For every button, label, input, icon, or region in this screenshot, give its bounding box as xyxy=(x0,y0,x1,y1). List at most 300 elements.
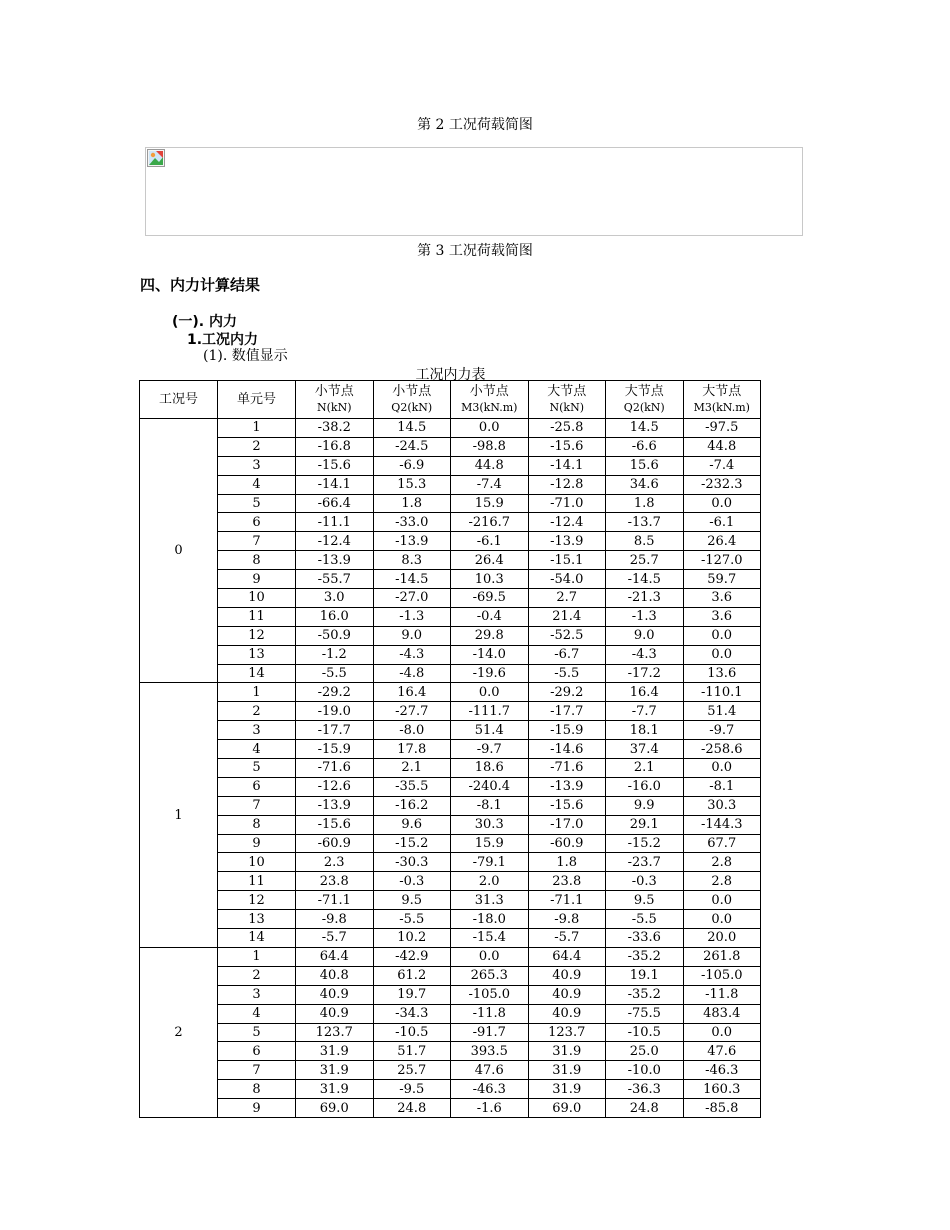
force-value-cell: -105.0 xyxy=(683,966,761,985)
header-small-q: 小节点 Q2(kN) xyxy=(373,381,451,419)
force-value-cell: -46.3 xyxy=(451,1080,529,1099)
force-value-cell: 34.6 xyxy=(606,475,684,494)
force-value-cell: -35.5 xyxy=(373,777,451,796)
force-value-cell: -60.9 xyxy=(528,834,606,853)
force-value-cell: 0.0 xyxy=(683,891,761,910)
header-small-n: 小节点 N(kN) xyxy=(296,381,374,419)
force-value-cell: -18.0 xyxy=(451,910,529,929)
force-value-cell: -16.2 xyxy=(373,796,451,815)
force-value-cell: -8.0 xyxy=(373,721,451,740)
element-number-cell: 11 xyxy=(218,872,296,891)
force-value-cell: 1.8 xyxy=(373,494,451,513)
force-value-cell: 9.0 xyxy=(606,626,684,645)
element-number-cell: 7 xyxy=(218,1061,296,1080)
force-value-cell: -34.3 xyxy=(373,1004,451,1023)
force-value-cell: 3.6 xyxy=(683,589,761,608)
force-value-cell: -7.4 xyxy=(683,456,761,475)
force-value-cell: 23.8 xyxy=(296,872,374,891)
force-value-cell: -52.5 xyxy=(528,626,606,645)
force-value-cell: 44.8 xyxy=(683,437,761,456)
force-value-cell: 31.9 xyxy=(528,1042,606,1061)
force-value-cell: 9.6 xyxy=(373,815,451,834)
force-value-cell: 24.8 xyxy=(606,1099,684,1118)
header-element: 单元号 xyxy=(218,381,296,419)
force-value-cell: 19.7 xyxy=(373,985,451,1004)
force-value-cell: 31.9 xyxy=(296,1061,374,1080)
force-value-cell: 51.4 xyxy=(451,721,529,740)
force-value-cell: -69.5 xyxy=(451,589,529,608)
table-title: 工况内力表 xyxy=(415,367,486,383)
force-value-cell: 31.9 xyxy=(296,1080,374,1099)
table-row xyxy=(140,891,761,910)
table-row xyxy=(140,910,761,929)
force-value-cell: -13.9 xyxy=(296,796,374,815)
force-value-cell: 0.0 xyxy=(683,910,761,929)
table-row xyxy=(140,1061,761,1080)
element-number-cell: 9 xyxy=(218,1099,296,1118)
force-value-cell: -5.5 xyxy=(296,664,374,683)
force-value-cell: -240.4 xyxy=(451,777,529,796)
force-value-cell: -0.3 xyxy=(606,872,684,891)
element-number-cell: 7 xyxy=(218,796,296,815)
force-value-cell: 10.3 xyxy=(451,570,529,589)
force-value-cell: 31.9 xyxy=(296,1042,374,1061)
force-value-cell: -42.9 xyxy=(373,947,451,966)
subsubsection-heading: 1.工况内力 xyxy=(187,332,259,348)
force-value-cell: -13.9 xyxy=(373,532,451,551)
force-value-cell: 9.0 xyxy=(373,626,451,645)
force-value-cell: -5.7 xyxy=(528,929,606,948)
force-value-cell: -35.2 xyxy=(606,947,684,966)
force-value-cell: 0.0 xyxy=(451,683,529,702)
force-value-cell: -10.5 xyxy=(606,1023,684,1042)
force-value-cell: -19.0 xyxy=(296,702,374,721)
force-value-cell: -23.7 xyxy=(606,853,684,872)
case-number-cell: 1 xyxy=(140,683,218,947)
figure-caption-2: 第 2 工况荷载简图 xyxy=(417,117,533,133)
force-value-cell: -60.9 xyxy=(296,834,374,853)
force-value-cell: -71.0 xyxy=(528,494,606,513)
force-value-cell: -71.6 xyxy=(296,759,374,778)
force-value-cell: 64.4 xyxy=(296,947,374,966)
element-number-cell: 1 xyxy=(218,683,296,702)
force-value-cell: 40.9 xyxy=(528,985,606,1004)
element-number-cell: 10 xyxy=(218,589,296,608)
force-value-cell: 40.9 xyxy=(296,985,374,1004)
force-value-cell: -10.0 xyxy=(606,1061,684,1080)
force-value-cell: -46.3 xyxy=(683,1061,761,1080)
force-value-cell: 3.6 xyxy=(683,607,761,626)
force-value-cell: 23.8 xyxy=(528,872,606,891)
table-row xyxy=(140,759,761,778)
force-value-cell: -71.1 xyxy=(296,891,374,910)
force-value-cell: -7.7 xyxy=(606,702,684,721)
force-value-cell: -38.2 xyxy=(296,419,374,438)
header-small-m: 小节点 M3(kN.m) xyxy=(451,381,529,419)
header-big-m: 大节点 M3(kN.m) xyxy=(683,381,761,419)
header-case: 工况号 xyxy=(140,381,218,419)
table-row xyxy=(140,607,761,626)
force-value-cell: 61.2 xyxy=(373,966,451,985)
force-value-cell: 0.0 xyxy=(683,626,761,645)
force-value-cell: -127.0 xyxy=(683,551,761,570)
force-value-cell: 19.1 xyxy=(606,966,684,985)
table-row xyxy=(140,1080,761,1099)
force-value-cell: -7.4 xyxy=(451,475,529,494)
table-row xyxy=(140,1042,761,1061)
force-value-cell: 9.5 xyxy=(373,891,451,910)
force-value-cell: -15.4 xyxy=(451,929,529,948)
element-number-cell: 12 xyxy=(218,626,296,645)
force-value-cell: -9.8 xyxy=(528,910,606,929)
force-value-cell: -5.5 xyxy=(528,664,606,683)
force-value-cell: -55.7 xyxy=(296,570,374,589)
force-value-cell: -232.3 xyxy=(683,475,761,494)
force-value-cell: 26.4 xyxy=(451,551,529,570)
table-row xyxy=(140,532,761,551)
force-value-cell: -258.6 xyxy=(683,740,761,759)
force-value-cell: 9.9 xyxy=(606,796,684,815)
element-number-cell: 6 xyxy=(218,1042,296,1061)
table-row xyxy=(140,626,761,645)
force-value-cell: 59.7 xyxy=(683,570,761,589)
force-value-cell: 51.4 xyxy=(683,702,761,721)
force-value-cell: 0.0 xyxy=(451,419,529,438)
force-value-cell: -216.7 xyxy=(451,513,529,532)
force-value-cell: -15.2 xyxy=(606,834,684,853)
element-number-cell: 11 xyxy=(218,607,296,626)
force-value-cell: -15.9 xyxy=(296,740,374,759)
element-number-cell: 7 xyxy=(218,532,296,551)
force-value-cell: -11.8 xyxy=(683,985,761,1004)
force-value-cell: 2.7 xyxy=(528,589,606,608)
force-value-cell: 2.8 xyxy=(683,853,761,872)
force-value-cell: 30.3 xyxy=(451,815,529,834)
force-value-cell: 18.1 xyxy=(606,721,684,740)
force-value-cell: 29.8 xyxy=(451,626,529,645)
element-number-cell: 8 xyxy=(218,815,296,834)
table-row xyxy=(140,929,761,948)
force-value-cell: -79.1 xyxy=(451,853,529,872)
table-row xyxy=(140,437,761,456)
force-value-cell: 123.7 xyxy=(296,1023,374,1042)
force-value-cell: 10.2 xyxy=(373,929,451,948)
force-value-cell: 67.7 xyxy=(683,834,761,853)
force-value-cell: -15.6 xyxy=(296,456,374,475)
force-value-cell: 25.0 xyxy=(606,1042,684,1061)
force-value-cell: -91.7 xyxy=(451,1023,529,1042)
table-row xyxy=(140,1099,761,1118)
force-value-cell: -6.1 xyxy=(683,513,761,532)
force-value-cell: -15.6 xyxy=(528,796,606,815)
table-row xyxy=(140,853,761,872)
force-value-cell: 261.8 xyxy=(683,947,761,966)
force-value-cell: 265.3 xyxy=(451,966,529,985)
element-number-cell: 3 xyxy=(218,456,296,475)
force-value-cell: -111.7 xyxy=(451,702,529,721)
force-value-cell: -1.3 xyxy=(373,607,451,626)
force-value-cell: -5.5 xyxy=(373,910,451,929)
display-mode-heading: (1). 数值显示 xyxy=(203,348,288,364)
internal-force-table xyxy=(139,380,761,1118)
force-value-cell: -75.5 xyxy=(606,1004,684,1023)
force-value-cell: 3.0 xyxy=(296,589,374,608)
load-diagram-image xyxy=(145,147,803,236)
force-value-cell: 16.0 xyxy=(296,607,374,626)
table-row xyxy=(140,1004,761,1023)
force-value-cell: -17.2 xyxy=(606,664,684,683)
force-value-cell: -27.0 xyxy=(373,589,451,608)
table-row xyxy=(140,419,761,438)
force-value-cell: -14.1 xyxy=(296,475,374,494)
force-value-cell: -16.0 xyxy=(606,777,684,796)
header-big-n: 大节点 N(kN) xyxy=(528,381,606,419)
force-value-cell: 0.0 xyxy=(683,759,761,778)
case-number-cell: 2 xyxy=(140,947,218,1117)
force-value-cell: -17.7 xyxy=(528,702,606,721)
force-value-cell: 160.3 xyxy=(683,1080,761,1099)
force-value-cell: 31.3 xyxy=(451,891,529,910)
force-value-cell: 393.5 xyxy=(451,1042,529,1061)
force-value-cell: 2.3 xyxy=(296,853,374,872)
element-number-cell: 13 xyxy=(218,910,296,929)
force-value-cell: -110.1 xyxy=(683,683,761,702)
force-value-cell: -4.3 xyxy=(606,645,684,664)
table-row xyxy=(140,872,761,891)
force-value-cell: -98.8 xyxy=(451,437,529,456)
force-value-cell: 47.6 xyxy=(451,1061,529,1080)
force-value-cell: 21.4 xyxy=(528,607,606,626)
force-value-cell: 17.8 xyxy=(373,740,451,759)
element-number-cell: 9 xyxy=(218,834,296,853)
force-value-cell: -6.9 xyxy=(373,456,451,475)
force-value-cell: 1.8 xyxy=(528,853,606,872)
table-row xyxy=(140,475,761,494)
force-value-cell: -36.3 xyxy=(606,1080,684,1099)
force-value-cell: -4.3 xyxy=(373,645,451,664)
force-value-cell: -6.6 xyxy=(606,437,684,456)
force-value-cell: -15.9 xyxy=(528,721,606,740)
force-value-cell: -29.2 xyxy=(296,683,374,702)
force-value-cell: -15.2 xyxy=(373,834,451,853)
force-value-cell: 64.4 xyxy=(528,947,606,966)
element-number-cell: 1 xyxy=(218,947,296,966)
force-value-cell: 1.8 xyxy=(606,494,684,513)
force-value-cell: 40.9 xyxy=(528,966,606,985)
element-number-cell: 6 xyxy=(218,513,296,532)
element-number-cell: 3 xyxy=(218,985,296,1004)
element-number-cell: 14 xyxy=(218,664,296,683)
force-value-cell: -85.8 xyxy=(683,1099,761,1118)
force-value-cell: 26.4 xyxy=(683,532,761,551)
table-row xyxy=(140,740,761,759)
force-value-cell: -13.9 xyxy=(296,551,374,570)
force-value-cell: 0.0 xyxy=(683,645,761,664)
force-value-cell: -1.2 xyxy=(296,645,374,664)
force-value-cell: -5.7 xyxy=(296,929,374,948)
force-value-cell: -17.0 xyxy=(528,815,606,834)
broken-image-icon xyxy=(147,149,165,167)
force-value-cell: 30.3 xyxy=(683,796,761,815)
element-number-cell: 5 xyxy=(218,759,296,778)
force-value-cell: 15.9 xyxy=(451,494,529,513)
element-number-cell: 2 xyxy=(218,966,296,985)
force-value-cell: 13.6 xyxy=(683,664,761,683)
force-value-cell: -27.7 xyxy=(373,702,451,721)
force-value-cell: -6.1 xyxy=(451,532,529,551)
force-value-cell: 31.9 xyxy=(528,1061,606,1080)
table-row xyxy=(140,796,761,815)
force-value-cell: -50.9 xyxy=(296,626,374,645)
force-value-cell: -71.1 xyxy=(528,891,606,910)
table-row xyxy=(140,664,761,683)
force-value-cell: -6.7 xyxy=(528,645,606,664)
table-row xyxy=(140,834,761,853)
element-number-cell: 12 xyxy=(218,891,296,910)
force-value-cell: 69.0 xyxy=(528,1099,606,1118)
force-value-cell: -0.3 xyxy=(373,872,451,891)
force-value-cell: -30.3 xyxy=(373,853,451,872)
force-value-cell: 40.9 xyxy=(528,1004,606,1023)
force-value-cell: 14.5 xyxy=(606,419,684,438)
force-value-cell: -54.0 xyxy=(528,570,606,589)
element-number-cell: 4 xyxy=(218,1004,296,1023)
force-value-cell: -12.4 xyxy=(528,513,606,532)
force-value-cell: -11.8 xyxy=(451,1004,529,1023)
table-row xyxy=(140,721,761,740)
force-value-cell: 31.9 xyxy=(528,1080,606,1099)
element-number-cell: 13 xyxy=(218,645,296,664)
element-number-cell: 2 xyxy=(218,702,296,721)
element-number-cell: 5 xyxy=(218,1023,296,1042)
force-value-cell: -9.7 xyxy=(451,740,529,759)
force-value-cell: -97.5 xyxy=(683,419,761,438)
force-value-cell: -16.8 xyxy=(296,437,374,456)
element-number-cell: 4 xyxy=(218,475,296,494)
force-value-cell: -12.8 xyxy=(528,475,606,494)
force-value-cell: 40.8 xyxy=(296,966,374,985)
force-value-cell: 483.4 xyxy=(683,1004,761,1023)
force-value-cell: 8.3 xyxy=(373,551,451,570)
force-value-cell: 2.1 xyxy=(373,759,451,778)
table-row xyxy=(140,815,761,834)
force-value-cell: -13.9 xyxy=(528,777,606,796)
force-value-cell: 14.5 xyxy=(373,419,451,438)
table-row xyxy=(140,551,761,570)
force-value-cell: -66.4 xyxy=(296,494,374,513)
force-value-cell: -14.5 xyxy=(606,570,684,589)
force-value-cell: -1.6 xyxy=(451,1099,529,1118)
case-number-cell: 0 xyxy=(140,419,218,683)
force-value-cell: 15.9 xyxy=(451,834,529,853)
force-value-cell: 2.0 xyxy=(451,872,529,891)
element-number-cell: 10 xyxy=(218,853,296,872)
table-header-row xyxy=(140,381,761,419)
force-value-cell: 44.8 xyxy=(451,456,529,475)
force-value-cell: 0.0 xyxy=(683,494,761,513)
force-value-cell: -15.1 xyxy=(528,551,606,570)
element-number-cell: 1 xyxy=(218,419,296,438)
force-value-cell: -4.8 xyxy=(373,664,451,683)
element-number-cell: 14 xyxy=(218,929,296,948)
force-value-cell: -33.6 xyxy=(606,929,684,948)
force-value-cell: -10.5 xyxy=(373,1023,451,1042)
force-value-cell: -25.8 xyxy=(528,419,606,438)
table-row xyxy=(140,513,761,532)
force-value-cell: -14.0 xyxy=(451,645,529,664)
force-value-cell: 15.6 xyxy=(606,456,684,475)
table-row xyxy=(140,702,761,721)
element-number-cell: 2 xyxy=(218,437,296,456)
force-value-cell: -71.6 xyxy=(528,759,606,778)
force-value-cell: 29.1 xyxy=(606,815,684,834)
force-value-cell: 37.4 xyxy=(606,740,684,759)
table-row xyxy=(140,1023,761,1042)
force-value-cell: -13.9 xyxy=(528,532,606,551)
force-value-cell: 25.7 xyxy=(373,1061,451,1080)
force-value-cell: 16.4 xyxy=(606,683,684,702)
table-row xyxy=(140,777,761,796)
force-value-cell: -29.2 xyxy=(528,683,606,702)
element-number-cell: 8 xyxy=(218,551,296,570)
force-value-cell: 9.5 xyxy=(606,891,684,910)
force-value-cell: -5.5 xyxy=(606,910,684,929)
table-row xyxy=(140,683,761,702)
force-value-cell: -12.6 xyxy=(296,777,374,796)
header-big-q: 大节点 Q2(kN) xyxy=(606,381,684,419)
table-row xyxy=(140,589,761,608)
table-row xyxy=(140,947,761,966)
table-row xyxy=(140,985,761,1004)
force-value-cell: -1.3 xyxy=(606,607,684,626)
table-row xyxy=(140,966,761,985)
section-heading: 四、内力计算结果 xyxy=(140,276,261,294)
force-value-cell: 15.3 xyxy=(373,475,451,494)
force-value-cell: 0.0 xyxy=(683,1023,761,1042)
force-value-cell: -14.5 xyxy=(373,570,451,589)
table-row xyxy=(140,645,761,664)
force-value-cell: -15.6 xyxy=(296,815,374,834)
force-value-cell: 18.6 xyxy=(451,759,529,778)
force-value-cell: 24.8 xyxy=(373,1099,451,1118)
force-value-cell: -17.7 xyxy=(296,721,374,740)
force-value-cell: -13.7 xyxy=(606,513,684,532)
force-value-cell: -33.0 xyxy=(373,513,451,532)
force-value-cell: 0.0 xyxy=(451,947,529,966)
force-value-cell: -21.3 xyxy=(606,589,684,608)
table-row xyxy=(140,570,761,589)
force-value-cell: -11.1 xyxy=(296,513,374,532)
force-value-cell: 2.1 xyxy=(606,759,684,778)
element-number-cell: 6 xyxy=(218,777,296,796)
force-value-cell: -144.3 xyxy=(683,815,761,834)
element-number-cell: 4 xyxy=(218,740,296,759)
force-value-cell: -8.1 xyxy=(683,777,761,796)
element-number-cell: 8 xyxy=(218,1080,296,1099)
force-value-cell: -15.6 xyxy=(528,437,606,456)
force-value-cell: 16.4 xyxy=(373,683,451,702)
force-value-cell: -9.8 xyxy=(296,910,374,929)
force-value-cell: -12.4 xyxy=(296,532,374,551)
force-value-cell: -14.1 xyxy=(528,456,606,475)
table-row xyxy=(140,494,761,513)
force-value-cell: 8.5 xyxy=(606,532,684,551)
force-value-cell: 51.7 xyxy=(373,1042,451,1061)
table-body xyxy=(140,419,761,1118)
force-value-cell: 123.7 xyxy=(528,1023,606,1042)
force-value-cell: 2.8 xyxy=(683,872,761,891)
force-value-cell: -9.7 xyxy=(683,721,761,740)
